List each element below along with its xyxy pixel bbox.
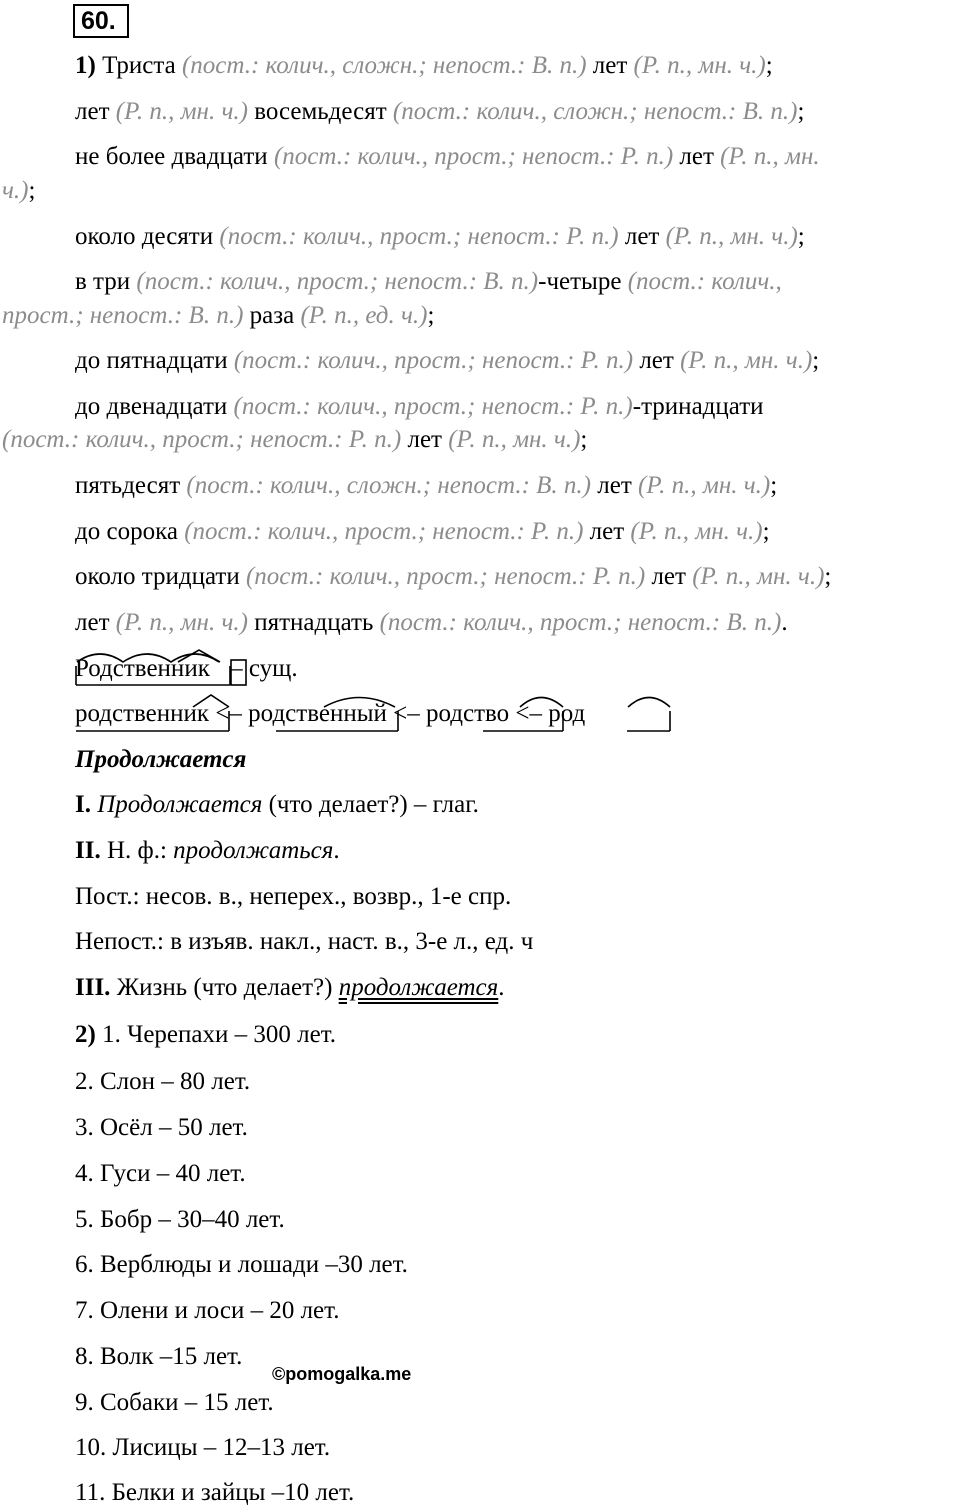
- suffix-caret-mark: [193, 695, 229, 707]
- predicate-word: продолжается: [338, 974, 499, 1001]
- part2-item-3: 3. Осёл – 50 лет.: [75, 1114, 248, 1141]
- part2-item-8: 8. Волк –15 лет.: [75, 1343, 243, 1370]
- part2-marker: 2): [75, 1021, 96, 1048]
- suffix-caret-mark: [520, 698, 563, 708]
- part2-item-2: 2. Слон – 80 лет.: [75, 1068, 251, 1095]
- analysis-row-1: I. Продолжается (что делает?) – глаг.: [75, 791, 479, 818]
- part1-line-2: лет (Р. п., мн. ч.) восемьдесят (пост.: колич., сложн.; непост.: В. п.);: [75, 98, 805, 125]
- part2-item-9: 9. Собаки – 15 лет.: [75, 1389, 274, 1416]
- root-arc-mark: [77, 654, 219, 662]
- root-arc-mark: [628, 698, 670, 708]
- analysis-row-3: Пост.: несов. в., неперех., возвр., 1-е спр.: [75, 883, 512, 910]
- part1-line-5: в три (пост.: колич., прост.; непост.: В. п.)-четыре (пост.: колич.,: [75, 268, 782, 295]
- part2-item-7: 7. Олени и лоси – 20 лет.: [75, 1297, 340, 1324]
- derivation-word-2: родственный: [248, 700, 387, 727]
- part1-line-7: до двенадцати (пост.: колич., прост.; непост.: Р. п.)-тринадцати: [75, 393, 764, 420]
- part2-item-1: 2) 1. Черепахи – 300 лет.: [75, 1021, 336, 1048]
- suffix-caret-mark: [324, 698, 395, 708]
- part2-item-4: 4. Гуси – 40 лет.: [75, 1160, 246, 1187]
- part1-line-5-cont: прост.; непост.: В. п.) раза (Р. п., ед. ч.);: [2, 302, 435, 329]
- part1-line-3: не более двадцати (пост.: колич., прост.; непост.: Р. п.) лет (Р. п., мн.: [75, 143, 820, 170]
- part2-item-6: 6. Верблюды и лошади –30 лет.: [75, 1251, 408, 1278]
- part1-line-7-cont: (пост.: колич., прост.; непост.: Р. п.) лет (Р. п., мн. ч.);: [2, 426, 588, 453]
- derivation-word-1: родственник: [75, 700, 210, 727]
- part1-marker: 1): [75, 52, 96, 79]
- analysis-heading: Продолжается: [75, 746, 247, 773]
- part2-item-10: 10. Лисицы – 12–13 лет.: [75, 1434, 331, 1461]
- watermark: ©pomogalka.me: [272, 1364, 412, 1384]
- part1-line-1: 1) Триста (пост.: колич., сложн.; непост.: В. п.) лет (Р. п., мн. ч.);: [75, 52, 773, 79]
- part2-item-11: 11. Белки и зайцы –10 лет.: [75, 1479, 355, 1506]
- analysis-row-5: III. Жизнь (что делает?) продолжается.: [75, 974, 505, 1001]
- part1-line-3-cont: ч.);: [2, 177, 36, 204]
- derivation-word-3: родство: [426, 700, 510, 727]
- derivation-word-4: род: [548, 700, 586, 727]
- part1-line-11: лет (Р. п., мн. ч.) пятнадцать (пост.: колич., прост.; непост.: В. п.).: [75, 609, 788, 636]
- part1-line-9: до сорока (пост.: колич., прост.; непост.: Р. п.) лет (Р. п., мн. ч.);: [75, 518, 770, 545]
- task-number: 60.: [73, 4, 129, 38]
- analysis-row-4: Непост.: в изъяв. накл., наст. в., 3-е л., ед. ч: [75, 928, 534, 955]
- morphemic-word: Родственник: [75, 655, 210, 682]
- part1-line-6: до пятнадцати (пост.: колич., прост.; непост.: Р. п.) лет (Р. п., мн. ч.);: [75, 347, 820, 374]
- part1-line-8: пятьдесят (пост.: колич., сложн.; непост.: В. п.) лет (Р. п., мн. ч.);: [75, 472, 778, 499]
- analysis-row-2: II. Н. ф.: продолжаться.: [75, 837, 340, 864]
- part1-line-10: около тридцати (пост.: колич., прост.; непост.: Р. п.) лет (Р. п., мн. ч.);: [75, 563, 832, 590]
- part2-item-5: 5. Бобр – 30–40 лет.: [75, 1206, 285, 1233]
- morphemic-pos: – сущ.: [223, 655, 298, 682]
- ending-box-mark: [231, 660, 246, 685]
- derivation-chain: родственник <– родственный <– родство <– род: [75, 700, 586, 727]
- part1-line-4: около десяти (пост.: колич., прост.; непост.: Р. п.) лет (Р. п., мн. ч.);: [75, 223, 805, 250]
